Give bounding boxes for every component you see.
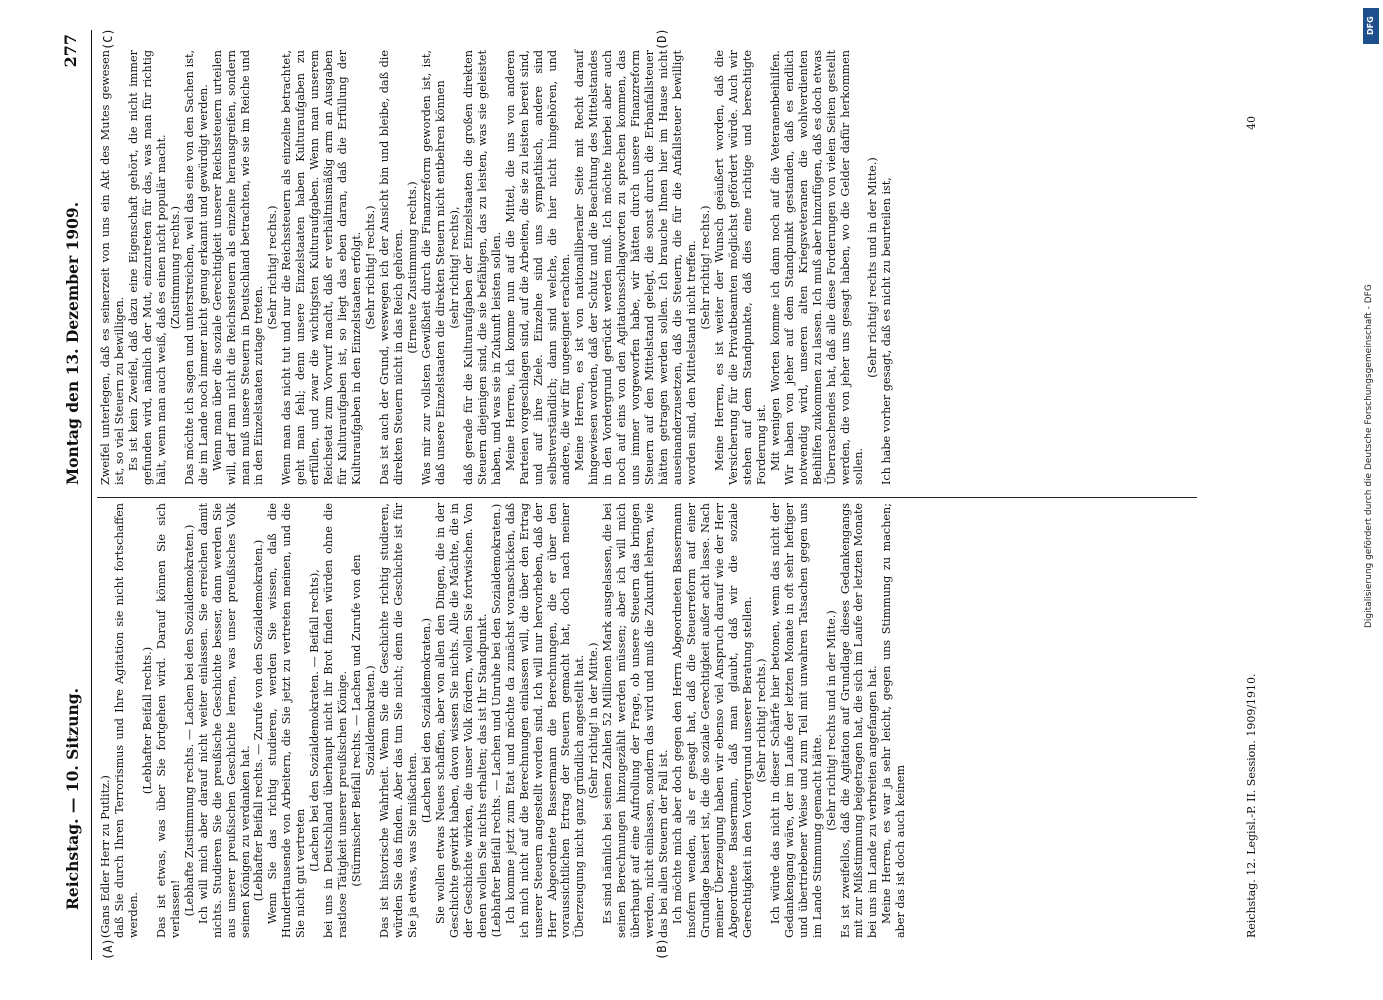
column-divider <box>97 497 1197 498</box>
page-header <box>57 30 92 960</box>
paragraph: Sie wollen etwas Neues schaffen, aber von allen den Dingen, die in der Geschichte gewirkt haben, davon wissen Sie nichts. Alle die Mächte, die in der Geschichte wirken, die unser Volk fördern, wollen Sie fortwischen. Von denen wollen Sie nichts erhalten; das ist Ihr Standpunkt. <box>433 503 489 938</box>
paragraph: Das ist historische Wahrheit. Wenn Sie die Geschichte richtig studieren, würden Sie das finden. Aber das tun Sie nicht; denn die Geschichte ist für Sie ja etwas, was Sie mißachten. <box>378 503 419 938</box>
interjection: (Zustimmung rechts.) <box>168 205 182 330</box>
interjection: (Lebhafte Zustimmung rechts. — Lachen bei den Sozialdemokraten.) <box>182 524 196 917</box>
paragraph: Das möchte ich sagen und unterstreichen, weil das eine von den Sachen ist, die im Lande noch immer nicht genug erkannt und gewürdigt werden. <box>182 50 210 485</box>
paragraph: (Gans Edler Herr zu Putlitz.) <box>99 775 112 938</box>
paragraph: Es ist zweifellos, daß die Agitation auf Grundlage dieses Gedankengangs mit zur Mißstimmung beigetragen hat, die sich im Laufe der letzten Monate bei uns im Lande zu verbreiten angefangen hat. <box>838 503 880 938</box>
paragraph: Meine Herren, es ist von nationalliberaler Seite mit Recht darauf hingewiesen worden, daß der Schutz und die Beachtung des Mittelstandes in den Vordergrund gerückt werden muß. Ich möchte hierbei aber auch noch auf eins von den Agitationsschlagworten zu sprechen kommen, das uns immer vorgeworfen habe, wir hätten durch unsere Finanzreform Steuern auf den Mittelstand gelegt, die sonst durch die Erbanfallsteuer hätten getragen werden sollen. Ich brauche Ihnen hier im Hause nicht auseinanderzusetzen, daß die Steuern, die für die Anfallsteuer bewilligt worden sind, den Mittelstand nicht treffen. <box>573 50 699 485</box>
page-number: 277 <box>61 34 80 68</box>
interjection: (Sehr richtig! rechts.) <box>364 205 378 330</box>
margin-mark-b: (B) <box>655 938 669 960</box>
interjection: (Stürmischer Beifall rechts. — Lachen und Zurufe von den Sozialdemokraten.) <box>350 554 378 887</box>
margin-mark-c: (C) <box>101 28 115 50</box>
interjection: (Lebhafter Beifall rechts. — Lachen und Unruhe bei den Sozialdemokraten.) <box>489 503 503 938</box>
interjection: (Lachen bei den Sozialdemokraten. — Beifall rechts), <box>308 569 322 872</box>
paragraph: Ich würde das nicht in dieser Schärfe hier betonen, wenn das nicht der Gedankengang wäre, der im Laufe der letzten Monate in oft sehr heftiger und übertriebener Weise und zum Teil mit unwahren Tatsachen gegen uns im Lande Stimmung gemacht hätte. <box>768 503 824 938</box>
interjection: (Sehr richtig! in der Mitte.) <box>587 642 601 799</box>
paragraph: Ich will mich aber darauf nicht weiter einlassen. Sie erreichen damit nichts. Studieren Sie die preußische Geschichte besser, dann werden Sie aus unserer preußischen Geschichte lernen, was unser preußisches Volk seinen Königen zu verdanken hat. <box>196 503 252 938</box>
paragraph: Es sind nämlich bei seinen Zahlen 52 Millionen Mark ausgelassen, die bei seinen Berechnungen hinzugezählt werden müssen; aber ich will mich überhaupt auf eine Aufrollung der Frage, ob unsere Steuern das bringen werden, nicht einlassen, sondern das wird und muß die Zukunft lehren, wie das bei allen Steuern der Fall ist. <box>601 503 671 938</box>
paragraph: Meine Herren, es war ja sehr leicht, gegen uns Stimmung zu machen; aber das ist doch auch keinem <box>880 503 908 938</box>
paragraph: Meine Herren, es ist weiter der Wunsch geäußert worden, daß die Versicherung für die Privatbeamten möglichst gefördert würde. Auch wir stehen auf dem Standpunkte, daß dies eine richtige und berechtigte Forderung ist. <box>712 50 768 485</box>
interjection: (Sehr richtig! rechts und in der Mitte.) <box>866 157 880 378</box>
paragraph: Wenn Sie das richtig studieren, werden Sie wissen, daß die Hunderttausende von Arbeitern, die Sie jetzt zu vertreten meinen, und die Sie nicht gut vertreten <box>266 503 308 938</box>
margin-mark-a: (A) <box>101 938 115 960</box>
paragraph: Was mir zur vollsten Gewißheit durch die Finanzreform geworden ist, ist, daß unsere Einzelstaaten die direkten Steuern nicht entbehren können <box>419 50 447 485</box>
document-page <box>57 30 1312 960</box>
printer-signature: 40 <box>1245 116 1258 130</box>
text-column-left <box>99 503 908 938</box>
interjection: (Sehr richtig! rechts.) <box>698 205 712 330</box>
interjection: (Erneute Zustimmung rechts.) <box>405 181 419 354</box>
paragraph: daß Sie durch Ihren Terrorismus und Ihre Agitation sie nicht fortschaffen werden. <box>112 503 140 938</box>
paragraph: Ich habe vorher gesagt, daß es nicht zu beurteilen ist, <box>880 177 894 485</box>
interjection: (Lebhafter Beifall rechts.) <box>140 646 154 795</box>
paragraph: Wenn man das nicht tut und nur die Reichssteuern als einzelne betrachtet, geht man fehl; denn unsere Einzelstaaten haben Kulturaufgaben zu erfüllen, und zwar die wichtigsten Kulturaufgaben. Wenn man unserem Reichsetat zum Vorwurf macht, daß er verhältnismäßig arm an Ausgaben für Kulturaufgaben ist, so liegt das eben daran, daß die Erfüllung der Kulturaufgaben in den Einzelstaaten erfolgt. <box>280 50 364 485</box>
dfg-logo: DFG <box>1363 8 1379 44</box>
paragraph: Ich möchte mich aber doch gegen den Herrn Abgeordneten Bassermann insofern wenden, als er gesagt hat, daß die Steuerreform auf einer Grundlage basiert ist, die die soziale Gerechtigkeit außer acht lasse. Nach meiner Überzeugung haben wir ebenso viel Anspruch darauf wie der Herr Abgeordnete Bassermann, daß man glaubt, daß wir die soziale Gerechtigkeit in den Vordergrund unserer Beratung stellen. <box>671 503 754 938</box>
digitization-notice <box>1360 8 1382 628</box>
interjection: (Lachen bei den Sozialdemokraten.) <box>419 617 433 824</box>
margin-mark-d: (D) <box>655 28 669 50</box>
paragraph: Wenn man über die soziale Gerechtigkeit unserer Reichssteuern urteilen will, darf man nicht die Reichssteuern als einzelne herausgreifen, sondern man muß unsere Steuern in Deutschland betrachten, wie sie im Reiche und in den Einzelstaaten zutage treten. <box>210 50 266 485</box>
paragraph: Meine Herren, ich komme nun auf die Mittel, die uns von anderen Parteien vorgeschlagen sind, auf die Arbeiten, die sie zu leisten bereit sind, und auf ihre Ziele. Einzelne sind uns sympathisch, andere sind selbstverständlich; dann sind welche, die hier nicht hingehören, und andere, die wir für ungeeignet erachten. <box>503 50 573 485</box>
interjection: (Sehr richtig! rechts.) <box>754 658 768 783</box>
interjection: (Sehr richtig! rechts und in der Mitte.) <box>824 610 838 831</box>
paragraph: Ich komme jetzt zum Etat und möchte da zunächst voranschicken, daß ich mich nicht auf die Berechnungen einlassen will, die über den Ertrag unserer Steuern angestellt worden sind. Ich will nur hervorheben, daß der Herr Abgeordnete Bassermann die Berechnungen, die er über den voraussichtlichen Ertrag der Steuern gemacht hat, doch nach meiner Überzeugung nicht ganz gründlich angestellt hat. <box>503 503 587 938</box>
paragraph: Das ist etwas, was über Sie fortgehen wird. Darauf können Sie sich verlassen! <box>154 503 182 938</box>
paragraph: Das ist auch der Grund, weswegen ich der Ansicht bin und bleibe, daß die direkten Steuern nicht in das Reich gehören. <box>378 50 406 485</box>
paragraph: bei uns in Deutschland überhaupt nicht ihr Brot finden würden ohne die rastlose Tätigkeit unserer preußischen Könige. <box>322 503 350 938</box>
interjection: (Lebhafter Beifall rechts. — Zurufe von den Sozialdemokraten.) <box>252 539 266 902</box>
header-date: Montag den 13. Dezember 1909. <box>63 201 82 485</box>
header-title: Reichstag. — 10. Sitzung. <box>63 688 82 910</box>
interjection: (sehr richtig! rechts), <box>447 206 461 329</box>
text-column-right <box>99 50 894 485</box>
paragraph: Zweifel unterlegen, daß es seinerzeit von uns ein Akt des Mutes gewesen ist, so viel Steuern zu bewilligen. <box>99 50 126 485</box>
paragraph: Mit wenigen Worten komme ich dann noch auf die Veteranenbeihilfen. Wir haben von jeher auf dem Standpunkt gestanden, daß es endlich notwendig wird, unseren alten Kriegsveteranen die wohlverdienten Beihilfen zukommen zu lassen. Ich muß aber hinzufügen, daß es doch etwas Überraschendes hat, daß alle diese Forderungen von vielen Seiten gestellt werden, die von jeher uns gesagt haben, wo die Gelder dafür herkommen sollen. <box>768 50 866 485</box>
digitization-notice-text: Digitalisierung gefördert durch die Deutsche Forschungsgemeinschaft - DFG <box>1364 284 1374 628</box>
paragraph: Es ist kein Zweifel, daß dazu eine Eigenschaft gehört, die nicht immer gefunden wird, nämlich der Mut, einzutreten für das, was man für richtig hält, wenn man auch weiß, daß es einen nicht populär macht. <box>126 50 168 485</box>
page-footer: Reichstag. 12. Legisl.-P. II. Session. 1909/1910. <box>1245 673 1258 938</box>
paragraph: daß gerade für die Kulturaufgaben der Einzelstaaten die großen direkten Steuern diejenigen sind, die sie befähigen, das zu leisten, was sie geleistet haben, und was sie in Zukunft leisten sollen. <box>461 50 503 485</box>
interjection: (Sehr richtig! rechts.) <box>266 205 280 330</box>
